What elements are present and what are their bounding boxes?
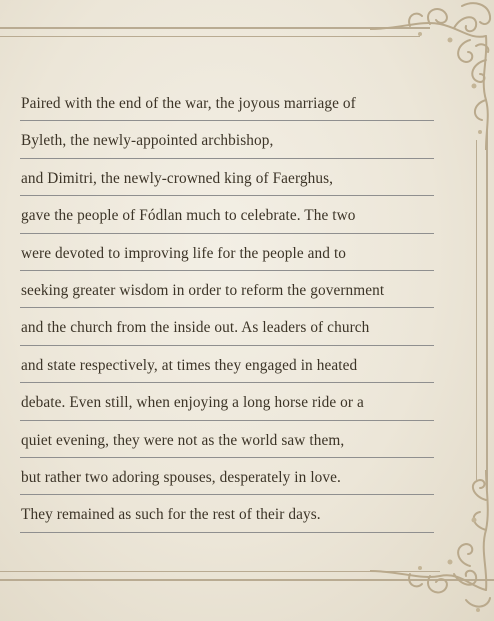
right-border-inner (476, 140, 477, 480)
epilogue-line-text: They remained as such for the rest of their days. (21, 506, 321, 524)
epilogue-line (20, 196, 434, 233)
epilogue-line-text: Paired with the end of the war, the joyous marriage of (21, 95, 356, 112)
epilogue-line (20, 458, 434, 495)
top-border-inner (0, 36, 420, 37)
epilogue-line (20, 121, 434, 158)
epilogue-line-text: and state respectively, at times they engaged in heated (21, 356, 358, 374)
epilogue-line-text: Byleth, the newly-appointed archbishop, (21, 132, 274, 150)
epilogue-line-text: seeking greater wisdom in order to reform the government (21, 281, 385, 299)
epilogue-line (20, 346, 434, 383)
epilogue-line-text: debate. Even still, when enjoying a long horse ride or a (21, 394, 364, 412)
epilogue-line (20, 383, 434, 420)
epilogue-line (20, 271, 434, 308)
epilogue-line-text: and Dimitri, the newly-crowned king of Faerghus, (21, 169, 334, 187)
epilogue-line (20, 495, 434, 532)
top-border-outer (0, 27, 430, 29)
epilogue-line-text: quiet evening, they were not as the world saw them, (21, 431, 345, 449)
right-border-outer (486, 130, 488, 490)
epilogue-line (20, 159, 434, 196)
epilogue-line-text: were devoted to improving life for the people and to (21, 244, 347, 262)
epilogue-line (20, 84, 434, 121)
epilogue-line-text: but rather two adoring spouses, desperately in love. (21, 468, 341, 486)
epilogue-line-text: and the church from the inside out. As leaders of church (21, 319, 370, 337)
epilogue-line (20, 421, 434, 458)
epilogue-line (20, 308, 434, 345)
epilogue-line-text: gave the people of Fódlan much to celebrate. The two (21, 207, 356, 225)
epilogue-line (20, 234, 434, 271)
epilogue-text (20, 84, 434, 533)
